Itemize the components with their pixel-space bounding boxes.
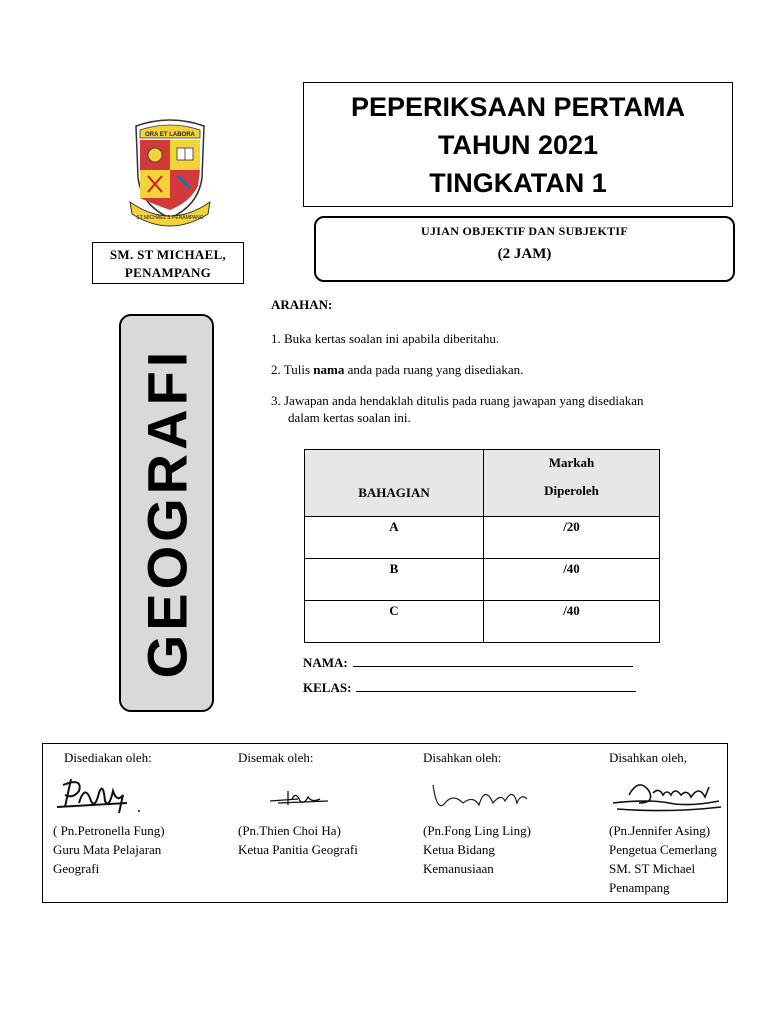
instruction-item-2 [271,361,731,378]
signatory-role: Ketua Panitia Geografi [238,842,358,857]
exam-duration: (2 JAM) [497,246,552,262]
marks-table-header [305,450,660,517]
signatory-role: Kemanusiaan [423,861,494,876]
signatory-role: Pengetua Cemerlang [609,842,717,857]
signatory-name: (Pn.Fong Ling Ling) [423,823,531,838]
header-bahagian [305,450,484,517]
signature-image [423,773,533,817]
instruction-item-1: 1. Buka kertas soalan ini apabila diberitahu. [271,331,500,346]
signatory-name: ( Pn.Petronella Fung) [53,823,165,838]
school-crest-logo [128,118,212,230]
header-markah [484,450,660,517]
class-label: KELAS: [303,680,352,695]
marks-cell[interactable]: /40 [484,559,660,601]
exam-title-line1: PEPERIKSAAN PERTAMA [350,92,686,122]
header-bahagian-label: BAHAGIAN [358,485,430,500]
instruction-2-suffix: anda pada ruang yang disediakan. [344,362,524,377]
signatory-role: Geografi [53,861,100,876]
instruction-2-bold: nama [313,362,345,377]
signature-checked [238,748,358,859]
crest-motto: ORA ET LABORA [145,132,195,138]
name-field[interactable] [353,655,633,667]
instruction-2-prefix: 2. Tulis [271,362,314,377]
signatory-role: Guru Mata Pelajaran [53,842,162,857]
signature-label: Disahkan oleh, [609,750,687,765]
exam-title-line2: TAHUN 2021 [437,130,599,160]
signature-prepared [53,748,165,878]
signature-image [53,773,143,817]
signature-label: Disahkan oleh: [423,750,502,765]
header-markah-line1: Markah [548,455,595,470]
marks-table [304,449,660,643]
signature-label: Disemak oleh: [238,750,314,765]
instruction-3-line1: 3. Jawapan anda hendaklah ditulis pada ruang jawapan yang disediakan [271,393,644,408]
signatory-role: Ketua Bidang [423,842,495,857]
signatory-role: SM. ST Michael [609,861,696,876]
school-name-box [92,242,244,284]
marks-cell[interactable]: /20 [484,517,660,559]
table-row [305,601,660,643]
instruction-item-3 [271,392,731,426]
signatory-role: Penampang [609,880,670,895]
section-cell: C [305,601,484,643]
signature-approved-head [423,748,533,878]
exam-type-box [314,216,735,282]
signature-image [238,773,338,817]
subject-title: GEOGRAFI [135,347,198,679]
instruction-3-line2: dalam kertas soalan ini. [288,410,411,425]
table-row [305,517,660,559]
name-field-row [303,655,633,671]
exam-title-box [303,82,733,207]
signature-image [609,773,724,817]
signature-approved-principal [609,748,724,897]
class-field[interactable] [356,680,636,692]
header-markah-line2: Diperoleh [544,483,599,498]
exam-title-line3: TINGKATAN 1 [429,168,607,198]
signature-box [42,743,728,903]
name-label: NAMA: [303,655,348,670]
crest-banner: ST MICHAEL'S PENAMPANG [136,215,204,221]
section-cell: A [305,517,484,559]
subject-box [119,314,214,712]
instructions-heading: ARAHAN: [271,297,333,312]
school-name-line1: SM. ST MICHAEL, [109,247,227,262]
signatory-name: (Pn.Jennifer Asing) [609,823,711,838]
section-cell: B [305,559,484,601]
exam-type: UJIAN OBJEKTIF DAN SUBJEKTIF [421,224,628,238]
school-name-line2: PENAMPANG [124,265,212,280]
marks-cell[interactable]: /40 [484,601,660,643]
signature-label: Disediakan oleh: [64,750,152,765]
signatory-name: (Pn.Thien Choi Ha) [238,823,341,838]
class-field-row [303,680,636,696]
table-row [305,559,660,601]
